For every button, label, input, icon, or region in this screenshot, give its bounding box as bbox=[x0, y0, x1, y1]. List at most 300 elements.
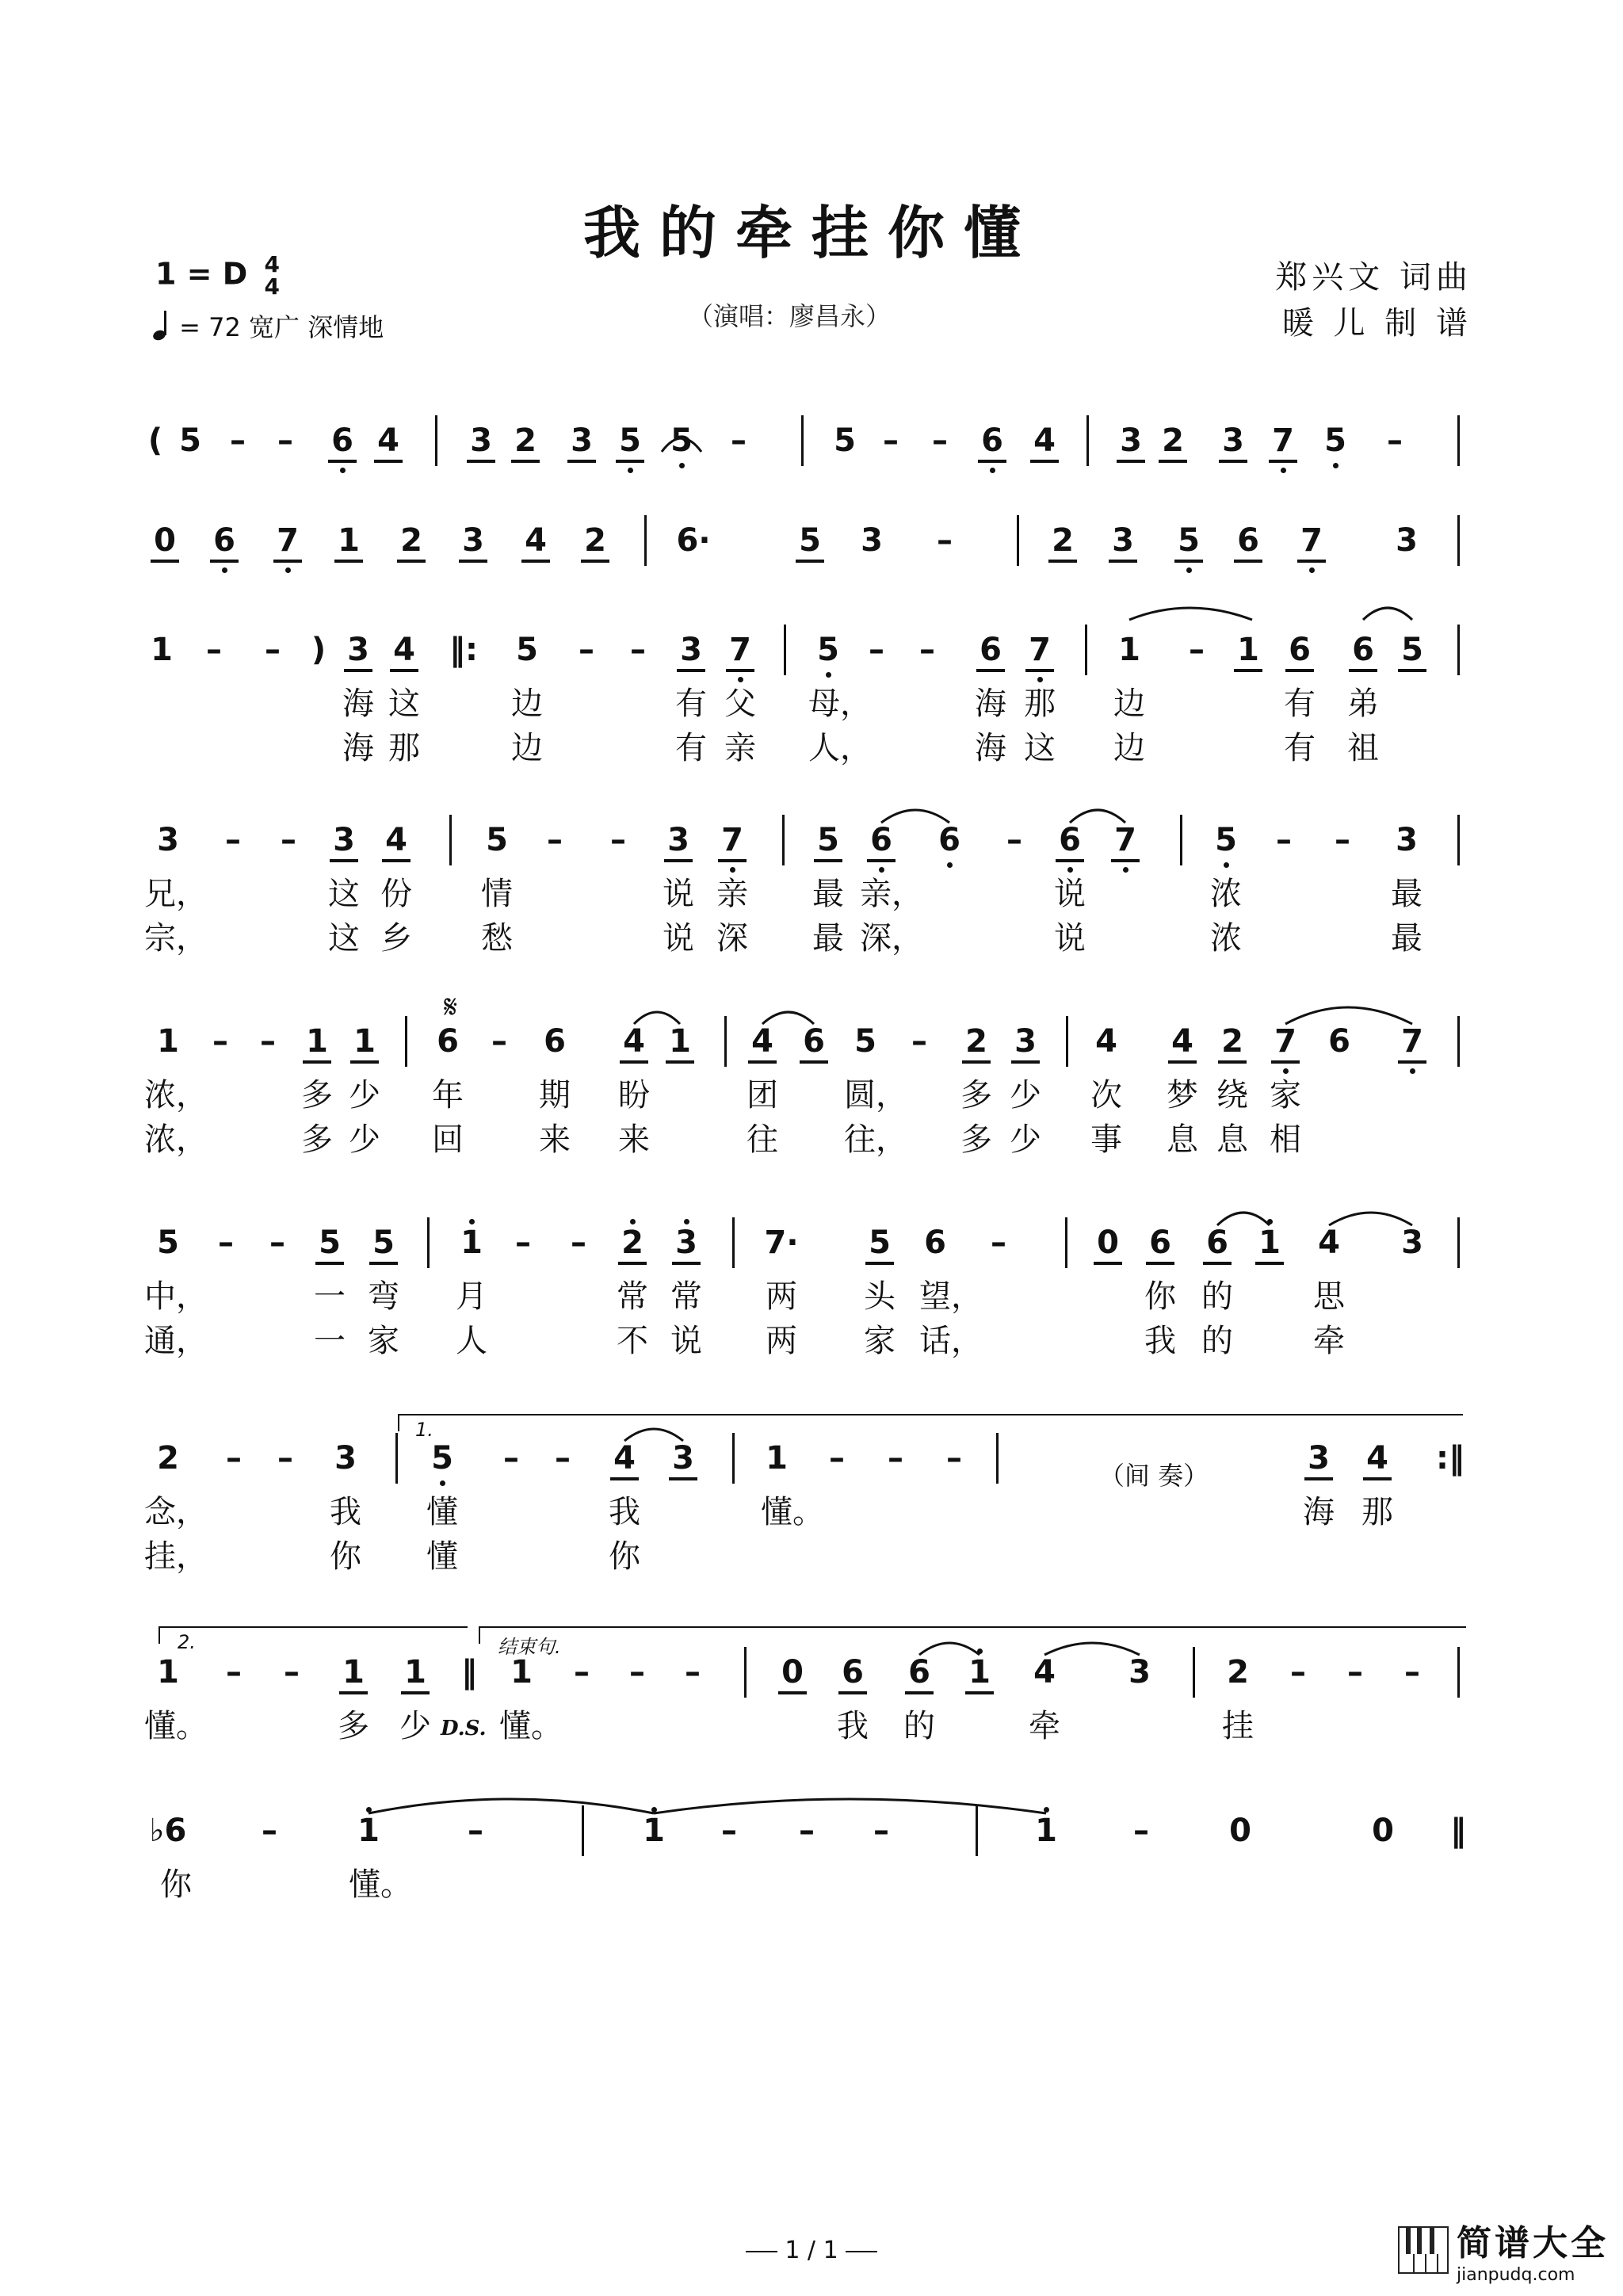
note: 6 bbox=[908, 1654, 930, 1690]
note: 4 bbox=[1366, 1440, 1388, 1477]
note: 5 bbox=[486, 822, 508, 858]
note: – bbox=[503, 1440, 519, 1477]
note: 1 bbox=[968, 1654, 991, 1690]
lyric-syllable: 说 bbox=[663, 920, 694, 957]
lyric-syllable: 头 bbox=[864, 1278, 896, 1315]
note: 5 bbox=[1215, 822, 1237, 858]
note: 6 bbox=[1352, 632, 1374, 668]
site-logo bbox=[1398, 2214, 1609, 2285]
note: 3 bbox=[334, 1440, 357, 1477]
note: 2 bbox=[400, 522, 422, 559]
lyric-syllable: 梦 bbox=[1167, 1077, 1198, 1114]
lyric-syllable: 兄， bbox=[144, 876, 208, 912]
slur bbox=[762, 1012, 814, 1024]
note: 7 bbox=[1300, 522, 1323, 559]
lyric-syllable: 份 bbox=[380, 876, 412, 912]
note: 1 bbox=[766, 1440, 788, 1477]
lyric-syllable: 这 bbox=[328, 920, 360, 957]
note: 1 bbox=[643, 1813, 665, 1849]
lyric-syllable: 那 bbox=[1361, 1494, 1393, 1530]
note: 7 bbox=[1274, 1023, 1296, 1060]
note: 4 bbox=[623, 1023, 645, 1060]
lyric-syllable: 弯 bbox=[368, 1278, 399, 1315]
note: 5 bbox=[799, 522, 821, 559]
note: – bbox=[579, 632, 594, 668]
note: – bbox=[629, 1654, 645, 1690]
note: 6· bbox=[676, 522, 711, 559]
note: – bbox=[226, 1654, 242, 1690]
note: – bbox=[218, 1224, 234, 1261]
lyric-syllable: 海 bbox=[1303, 1494, 1335, 1530]
note: – bbox=[911, 1023, 927, 1060]
lyric-syllable: 盼 bbox=[618, 1077, 650, 1114]
note: 2 bbox=[1227, 1654, 1249, 1690]
lyric-syllable: 通， bbox=[144, 1323, 208, 1359]
slur bbox=[1217, 1213, 1270, 1225]
lyric-syllable: 两 bbox=[766, 1323, 797, 1359]
note: 6 bbox=[213, 522, 235, 559]
lyric-syllable: 不 bbox=[617, 1323, 648, 1359]
note: 5 bbox=[854, 1023, 876, 1060]
lyric-syllable: 弟 bbox=[1347, 686, 1379, 722]
lyric-syllable: 懂。 bbox=[761, 1494, 824, 1530]
note: 6 bbox=[981, 422, 1003, 459]
note: 6 bbox=[1328, 1023, 1350, 1060]
note: 4 bbox=[393, 632, 415, 668]
note: – bbox=[1189, 632, 1205, 668]
note: – bbox=[1335, 822, 1350, 858]
note: ‖: bbox=[449, 632, 478, 668]
note: 1 bbox=[157, 1654, 179, 1690]
lyric-syllable: 宗， bbox=[144, 920, 208, 957]
lyric-syllable: 我 bbox=[1144, 1323, 1176, 1359]
note: – bbox=[873, 1813, 889, 1849]
lyric-syllable: 情 bbox=[481, 876, 513, 912]
lyric-syllable: 深 bbox=[716, 920, 748, 957]
note: 5 bbox=[431, 1440, 453, 1477]
slur bbox=[1070, 810, 1125, 823]
lyric-syllable: 最 bbox=[1391, 876, 1423, 912]
note: 6 bbox=[1206, 1224, 1228, 1261]
lyric-syllable: 懂。 bbox=[144, 1708, 208, 1744]
lyric-syllable: 有 bbox=[1284, 686, 1316, 722]
note: 3 bbox=[1401, 1224, 1423, 1261]
note: 4 bbox=[1318, 1224, 1340, 1261]
note: 0 bbox=[1372, 1813, 1394, 1849]
note: 3 bbox=[1396, 522, 1418, 559]
note: ) bbox=[311, 632, 327, 668]
note: 1 bbox=[357, 1813, 380, 1849]
lyric-syllable: 一 bbox=[314, 1278, 346, 1315]
slur bbox=[1363, 608, 1412, 620]
ds-marking: D.S. bbox=[441, 1717, 487, 1740]
logo-url: jianpudq.com bbox=[1457, 2265, 1575, 2285]
lyric-syllable: 这 bbox=[388, 686, 420, 722]
lyric-syllable: 多 bbox=[301, 1077, 333, 1114]
lyric-syllable: 说 bbox=[663, 876, 694, 912]
lyric-syllable: 往， bbox=[844, 1121, 907, 1158]
note: 2 bbox=[584, 522, 606, 559]
note: 1 bbox=[1258, 1224, 1281, 1261]
note: 7 bbox=[721, 822, 743, 858]
note: 3 bbox=[157, 822, 179, 858]
lyric-syllable: 我 bbox=[609, 1494, 640, 1530]
note: 6 bbox=[1149, 1224, 1171, 1261]
note: – bbox=[869, 632, 884, 668]
lyric-syllable: 团 bbox=[747, 1077, 778, 1114]
lyric-syllable: 家 bbox=[368, 1323, 399, 1359]
note: 6 bbox=[938, 822, 960, 858]
note: 2 bbox=[514, 422, 537, 459]
lyric-syllable: 事 bbox=[1090, 1121, 1122, 1158]
slur bbox=[1044, 1643, 1140, 1655]
lyric-syllable: 多 bbox=[960, 1121, 992, 1158]
lyric-syllable: 牵 bbox=[1029, 1708, 1060, 1744]
note: 6 bbox=[437, 1023, 459, 1060]
song-title: 我的牵挂你懂 bbox=[582, 199, 1040, 266]
lyric-syllable: 话， bbox=[919, 1323, 983, 1359]
lyric-syllable: 次 bbox=[1090, 1077, 1122, 1114]
note: – bbox=[281, 822, 296, 858]
lyric-syllable: 有 bbox=[675, 730, 707, 766]
note: 3 bbox=[1120, 422, 1142, 459]
time-signature-bottom: 4 bbox=[264, 273, 281, 300]
lyric-syllable: 浓 bbox=[1210, 920, 1242, 957]
lyric-syllable: 亲， bbox=[860, 876, 923, 912]
note: 3 bbox=[861, 522, 883, 559]
note: – bbox=[265, 632, 281, 668]
note: – bbox=[515, 1224, 531, 1261]
lyricist-composer-credit: 郑兴文 词曲 bbox=[1275, 259, 1472, 296]
note: 3 bbox=[571, 422, 593, 459]
lyric-syllable: 有 bbox=[1284, 730, 1316, 766]
note: – bbox=[919, 632, 935, 668]
lyric-syllable: 牵 bbox=[1313, 1323, 1345, 1359]
note: 6 bbox=[331, 422, 353, 459]
lyric-syllable: 挂 bbox=[1222, 1708, 1254, 1744]
lyric-syllable: 浓， bbox=[144, 1077, 208, 1114]
note: – bbox=[491, 1023, 507, 1060]
note: :‖ bbox=[1436, 1440, 1465, 1477]
lyric-syllable: 海 bbox=[342, 730, 374, 766]
intermezzo-label: （间 奏） bbox=[1098, 1461, 1209, 1491]
lyric-syllable: 我 bbox=[837, 1708, 869, 1744]
lyric-syllable: 往 bbox=[747, 1121, 778, 1158]
note: 6 bbox=[1059, 822, 1081, 858]
note: 4 bbox=[377, 422, 399, 459]
slur bbox=[654, 1799, 1046, 1813]
note: – bbox=[1006, 822, 1022, 858]
note: 1 bbox=[1035, 1813, 1057, 1849]
note: 3 bbox=[347, 632, 369, 668]
note: 1 bbox=[353, 1023, 376, 1060]
lyric-syllable: 的 bbox=[1201, 1278, 1233, 1315]
note: – bbox=[574, 1654, 590, 1690]
note: – bbox=[630, 632, 646, 668]
note: 0 bbox=[1229, 1813, 1251, 1849]
note: 1 bbox=[342, 1654, 365, 1690]
note: – bbox=[212, 1023, 228, 1060]
note: 5 bbox=[834, 422, 856, 459]
lyric-syllable: 你 bbox=[609, 1538, 640, 1575]
note: 0 bbox=[154, 522, 176, 559]
page-number bbox=[0, 2237, 1623, 2264]
note: 1 bbox=[151, 632, 173, 668]
note: – bbox=[571, 1224, 586, 1261]
lyric-syllable: 人， bbox=[808, 730, 872, 766]
lyric-syllable: 人 bbox=[456, 1323, 487, 1359]
note: 4 bbox=[613, 1440, 636, 1477]
piano-keys-icon bbox=[1398, 2226, 1449, 2274]
first-ending-label: 1. bbox=[415, 1419, 433, 1441]
lyric-syllable: 边 bbox=[1113, 730, 1145, 766]
note: 6 bbox=[544, 1023, 566, 1060]
note: 6 bbox=[924, 1224, 946, 1261]
note: 2 bbox=[621, 1224, 643, 1261]
lyric-syllable: 亲 bbox=[724, 730, 756, 766]
logo-name: 简谱大全 bbox=[1457, 2223, 1609, 2264]
note: 5 bbox=[1324, 422, 1346, 459]
lyric-syllable: 浓， bbox=[144, 1121, 208, 1158]
note: 5 bbox=[1178, 522, 1200, 559]
lyric-syllable: 最 bbox=[812, 920, 844, 957]
lyric-syllable: 少 bbox=[1010, 1121, 1041, 1158]
lyric-syllable: 亲 bbox=[716, 876, 748, 912]
note: 4 bbox=[751, 1023, 773, 1060]
note: – bbox=[937, 522, 953, 559]
lyric-syllable: 说 bbox=[1054, 920, 1086, 957]
note: 4 bbox=[1095, 1023, 1117, 1060]
note: 6 bbox=[803, 1023, 825, 1060]
lyric-syllable: 少 bbox=[349, 1077, 380, 1114]
lyric-syllable: 息 bbox=[1167, 1121, 1198, 1158]
lyric-syllable: 边 bbox=[511, 686, 543, 722]
lyric-syllable: 挂， bbox=[144, 1538, 208, 1575]
note: 4 bbox=[1171, 1023, 1193, 1060]
lyric-syllable: 少 bbox=[399, 1708, 431, 1744]
note: 1 bbox=[510, 1654, 533, 1690]
note: 6 bbox=[842, 1654, 864, 1690]
note: 6 bbox=[1237, 522, 1259, 559]
note: ♭6 bbox=[149, 1813, 187, 1849]
lyric-syllable: 思 bbox=[1313, 1278, 1345, 1315]
note: 2 bbox=[965, 1023, 987, 1060]
note: – bbox=[721, 1813, 737, 1849]
note: 6 bbox=[1289, 632, 1311, 668]
lyric-syllable: 家 bbox=[1270, 1077, 1301, 1114]
note: 3 bbox=[1396, 822, 1418, 858]
note: 5 bbox=[516, 632, 538, 668]
note: 3 bbox=[675, 1224, 697, 1261]
lyric-syllable: 说 bbox=[1054, 876, 1086, 912]
note: 3 bbox=[1112, 522, 1134, 559]
lyric-syllable: 边 bbox=[511, 730, 543, 766]
lyric-syllable: 海 bbox=[975, 686, 1006, 722]
lyric-syllable: 月 bbox=[456, 1278, 487, 1315]
note: 5 bbox=[319, 1224, 341, 1261]
note: 0 bbox=[1097, 1224, 1119, 1261]
lyric-syllable: 一 bbox=[314, 1323, 346, 1359]
note: – bbox=[1404, 1654, 1420, 1690]
note: 3 bbox=[462, 522, 484, 559]
lyric-syllable: 懂 bbox=[426, 1494, 458, 1530]
note: 1 bbox=[306, 1023, 328, 1060]
lyric-syllable: 你 bbox=[1144, 1278, 1176, 1315]
note: 1 bbox=[404, 1654, 426, 1690]
note: – bbox=[1133, 1813, 1149, 1849]
lyric-syllable: 深， bbox=[860, 920, 923, 957]
slur bbox=[662, 438, 701, 452]
note: 6 bbox=[980, 632, 1002, 668]
lyric-syllable: 祖 bbox=[1347, 730, 1379, 766]
lyric-syllable: 这 bbox=[328, 876, 360, 912]
page-number-text: 1 / 1 bbox=[785, 2237, 838, 2264]
slur bbox=[1285, 1007, 1412, 1024]
note: 3 bbox=[333, 822, 355, 858]
note: – bbox=[610, 822, 626, 858]
key-label: 1 = D bbox=[155, 256, 248, 292]
note: – bbox=[269, 1224, 285, 1261]
lyric-syllable: 那 bbox=[388, 730, 420, 766]
note: 4 bbox=[385, 822, 407, 858]
note: – bbox=[731, 422, 747, 459]
note: 0 bbox=[781, 1654, 804, 1690]
lyric-syllable: 来 bbox=[539, 1121, 571, 1158]
lyric-syllable: 多 bbox=[960, 1077, 992, 1114]
note: – bbox=[230, 422, 246, 459]
note: – bbox=[277, 422, 293, 459]
note: – bbox=[555, 1440, 571, 1477]
lyric-syllable: 两 bbox=[766, 1278, 797, 1315]
note: 4 bbox=[1033, 1654, 1056, 1690]
lyric-syllable: 回 bbox=[432, 1121, 464, 1158]
note: – bbox=[1290, 1654, 1306, 1690]
note: 1 bbox=[669, 1023, 691, 1060]
lyric-syllable: 常 bbox=[617, 1278, 648, 1315]
note: – bbox=[547, 822, 563, 858]
note: 3 bbox=[1308, 1440, 1330, 1477]
note: 2 bbox=[1162, 422, 1184, 459]
lyric-syllable: 懂 bbox=[426, 1538, 458, 1575]
lyric-syllable: 中， bbox=[144, 1278, 208, 1315]
lyric-syllable: 你 bbox=[330, 1538, 361, 1575]
lyric-syllable: 母， bbox=[808, 686, 872, 722]
note: 1 bbox=[157, 1023, 179, 1060]
note: 7 bbox=[1029, 632, 1051, 668]
singer-credit: （演唱：廖昌永） bbox=[688, 301, 892, 331]
note: ‖ bbox=[1450, 1813, 1466, 1849]
note: 3 bbox=[1014, 1023, 1037, 1060]
lyric-syllable: 愁 bbox=[481, 920, 513, 957]
lyric-syllable: 的 bbox=[903, 1708, 935, 1744]
note: – bbox=[206, 632, 222, 668]
note: 4 bbox=[525, 522, 547, 559]
note: – bbox=[829, 1440, 845, 1477]
note: – bbox=[225, 822, 241, 858]
note: – bbox=[799, 1813, 815, 1849]
note: – bbox=[883, 422, 899, 459]
lyric-syllable: 浓 bbox=[1210, 876, 1242, 912]
coda-label: 结束句. bbox=[498, 1636, 561, 1658]
note: 2 bbox=[157, 1440, 179, 1477]
note: 5 bbox=[1401, 632, 1423, 668]
lyric-syllable: 绕 bbox=[1216, 1077, 1248, 1114]
lyric-syllable: 念， bbox=[144, 1494, 208, 1530]
note: 7 bbox=[729, 632, 751, 668]
lyric-syllable: 家 bbox=[864, 1323, 896, 1359]
note: 3 bbox=[1128, 1654, 1151, 1690]
note: – bbox=[1387, 422, 1403, 459]
note: 1 bbox=[1118, 632, 1140, 668]
lyric-syllable: 这 bbox=[1024, 730, 1056, 766]
note: ( bbox=[147, 422, 163, 459]
lyric-syllable: 来 bbox=[618, 1121, 650, 1158]
note: – bbox=[1276, 822, 1292, 858]
slur bbox=[624, 1429, 683, 1441]
tempo-text: = 72 宽广 深情地 bbox=[179, 312, 384, 342]
lyric-syllable: 我 bbox=[330, 1494, 361, 1530]
lyric-syllable: 那 bbox=[1024, 686, 1056, 722]
slur bbox=[1329, 1213, 1412, 1225]
note: – bbox=[277, 1440, 293, 1477]
note: 5 bbox=[372, 1224, 395, 1261]
note: – bbox=[260, 1023, 276, 1060]
slur bbox=[1129, 608, 1252, 620]
note: 2 bbox=[1221, 1023, 1243, 1060]
note: 7 bbox=[277, 522, 299, 559]
lyric-syllable: 圆， bbox=[844, 1077, 907, 1114]
note: – bbox=[932, 422, 948, 459]
note: 1 bbox=[338, 522, 360, 559]
lyric-syllable: 最 bbox=[1391, 920, 1423, 957]
lyric-syllable: 最 bbox=[812, 876, 844, 912]
lyric-syllable: 有 bbox=[675, 686, 707, 722]
lyric-syllable: 年 bbox=[432, 1077, 464, 1114]
note: – bbox=[946, 1440, 962, 1477]
note: 6 bbox=[870, 822, 892, 858]
note: 7· bbox=[764, 1224, 799, 1261]
lyric-syllable: 息 bbox=[1216, 1121, 1248, 1158]
note: 4 bbox=[1033, 422, 1056, 459]
note: 5 bbox=[619, 422, 641, 459]
lyric-syllable: 的 bbox=[1201, 1323, 1233, 1359]
slur bbox=[919, 1643, 980, 1655]
note: 3 bbox=[672, 1440, 694, 1477]
note: – bbox=[284, 1654, 300, 1690]
lyric-syllable: 期 bbox=[539, 1077, 571, 1114]
note: 5 bbox=[817, 822, 839, 858]
lyric-syllable: 你 bbox=[160, 1866, 192, 1903]
note: 2 bbox=[1052, 522, 1074, 559]
lyric-syllable: 懂。 bbox=[499, 1708, 563, 1744]
second-ending-label: 2. bbox=[178, 1631, 196, 1653]
slur bbox=[881, 810, 949, 823]
lyric-syllable: 少 bbox=[1010, 1077, 1041, 1114]
note: 5 bbox=[179, 422, 201, 459]
note: 3 bbox=[680, 632, 702, 668]
note: 5 bbox=[670, 422, 693, 459]
lyric-syllable: 多 bbox=[301, 1121, 333, 1158]
slur bbox=[369, 1799, 654, 1813]
note: – bbox=[685, 1654, 701, 1690]
lyric-syllable: 少 bbox=[349, 1121, 380, 1158]
time-signature-top: 4 bbox=[264, 251, 281, 277]
note: – bbox=[226, 1440, 242, 1477]
lyric-syllable: 父 bbox=[724, 686, 756, 722]
note: 1 bbox=[460, 1224, 483, 1261]
lyric-syllable: 海 bbox=[975, 730, 1006, 766]
arranger-credit: 暖 儿 制 谱 bbox=[1281, 305, 1472, 342]
